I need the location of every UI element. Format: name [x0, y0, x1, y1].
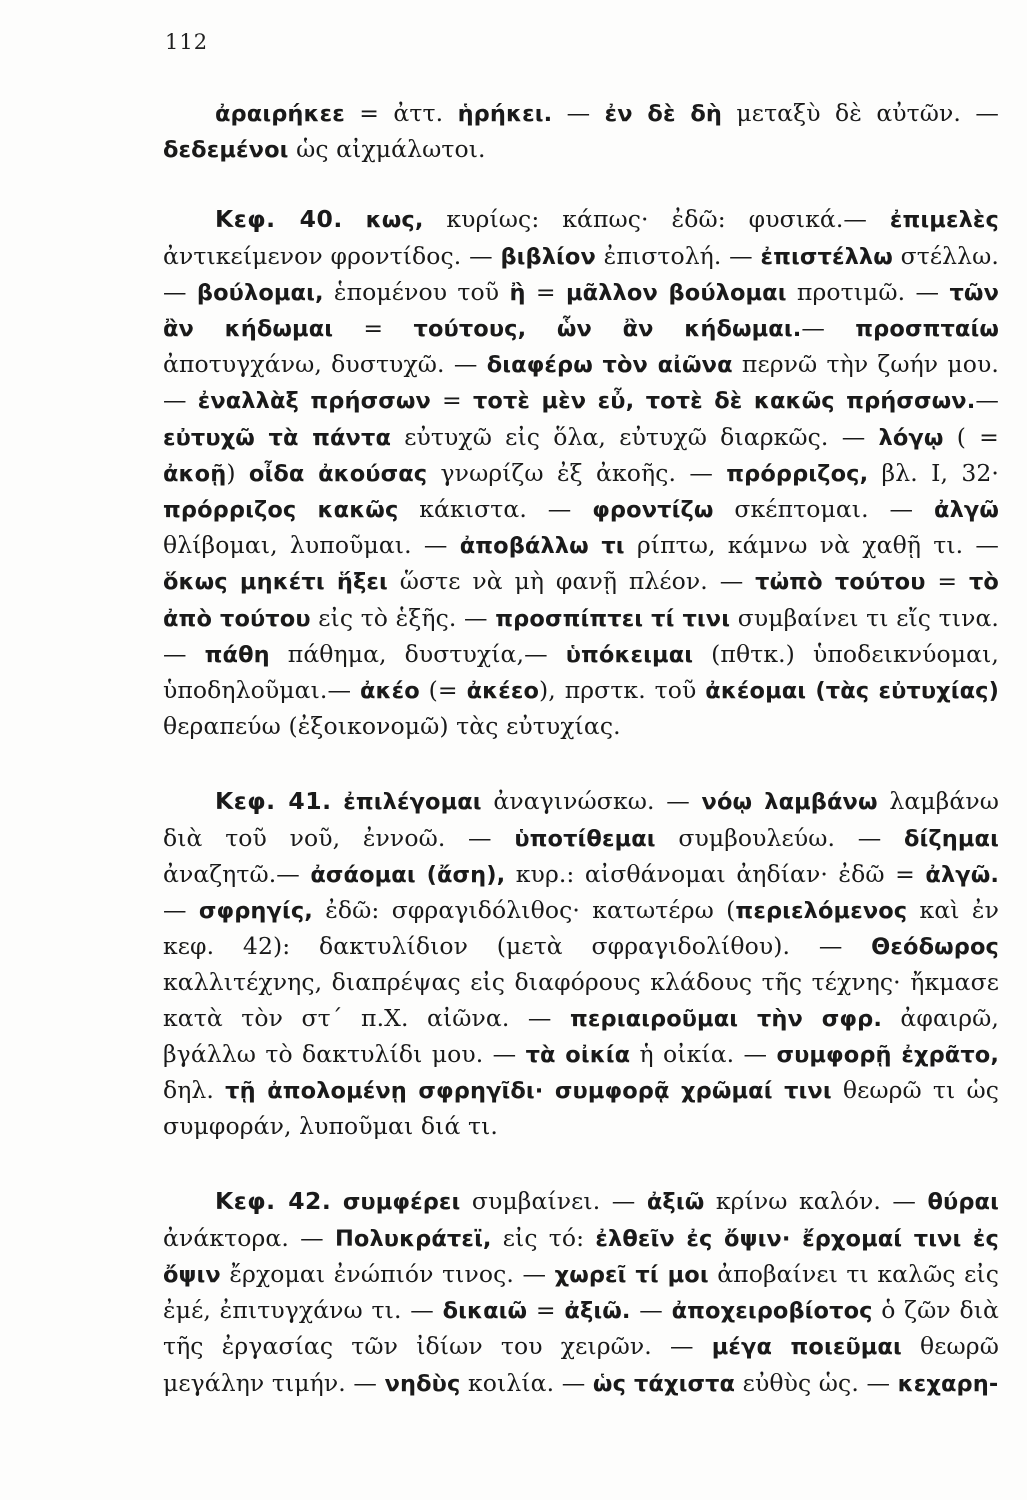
page-number: 112 [165, 30, 209, 54]
paragraph-chapter-42: Κεφ. 42. συμφέρει συμβαίνει. — ἀξιῶ κρίνω καλόν. — θύραι ἀνάκτορα. — Πολυκράτεϊ, εἰς τό: ἐλθεῖν ἐς ὄψιν· ἔρχομαί τινι ἐς ὄψιν ἔρχομαι ἐνώπιόν τινος. — χωρεῖ τί μοι ἀποβαίνει τι καλῶς εἰς ἐμέ, ἐπιτυγχάνω τι. — δικαιῶ = ἀξιῶ. — ἀποχειροβίοτος ὁ ζῶν διὰ τῆς ἐργασίας τῶν ἰδίων του χειρῶν. — μέγα ποιεῦμαι θεωρῶ μεγάλην τιμήν. — νηδὺς κοιλία. — ὡς τάχιστα εὐθὺς ὡς. — κεχαρη- [163, 1187, 999, 1397]
paragraph-chapter-40: Κεφ. 40. κως, κυρίως: κάπως· ἐδῶ: φυσικά.— ἐπιμελὲς ἀντικείμενον φροντίδος. — βιβλίον ἐπιστολή. — ἐπιστέλλω στέλλω.— βούλομαι, ἑπομένου τοῦ ἢ = μᾶλλον βούλομαι προτιμῶ. — τῶν ἂν κήδωμαι = τούτους, ὧν ἂν κήδωμαι.— προσπταίω ἀποτυγχάνω, δυστυχῶ. — διαφέρω τὸν αἰῶνα περνῶ τὴν ζωήν μου. — ἐναλλὰξ πρήσσων = τοτὲ μὲν εὖ, τοτὲ δὲ κακῶς πρήσσων.—εὐτυχῶ τὰ πάντα εὐτυχῶ εἰς ὅλα, εὐτυχῶ διαρκῶς. — λόγῳ ( = ἀκοῇ) οἶδα ἀκούσας γνωρίζω ἐξ ἀκοῆς. — πρόρριζος, βλ. I, 32· πρόρριζος κακῶς κάκιστα. — φροντίζω σκέπτομαι. — ἀλγῶ θλίβομαι, λυποῦμαι. — ἀποβάλλω τι ρίπτω, κάμνω νὰ χαθῇ τι. — ὅκως μηκέτι ἥξει ὥστε νὰ μὴ φανῇ πλέον. — τὠπὸ τούτου = τὸ ἀπὸ τούτου εἰς τὸ ἑξῆς. — προσπίπτει τί τινι συμβαίνει τι εἴς τινα. — πάθη πάθημα, δυστυχία,— ὑπόκειμαι (πθτκ.) ὑποδεικνύομαι, ὑποδηλοῦμαι.— ἀκέο (= ἀκέεο), πρστκ. τοῦ ἀκέομαι (τὰς εὐτυχίας) θεραπεύω (ἐξοικονομῶ) τὰς εὐτυχίας. [163, 205, 1000, 741]
paragraph-continuation: ἀραιρήκεε = ἀττ. ἡρήκει. — ἐν δὲ δὴ μεταξὺ δὲ αὐτῶν. — δεδεμένοι ὡς αἰχμάλωτοι. [163, 99, 999, 164]
page-body [163, 96, 999, 1402]
paragraph-chapter-41: Κεφ. 41. ἐπιλέγομαι ἀναγινώσκω. — νόῳ λαμβάνω λαμβάνω διὰ τοῦ νοῦ, ἐννοῶ. — ὑποτίθεμαι συμβουλεύω. — δίζημαι ἀναζητῶ.— ἀσάομαι (ἄση), κυρ.: αἰσθάνομαι ἀηδίαν· ἐδῶ = ἀλγῶ. — σφρηγίς, ἐδῶ: σφραγιδόλιθος· κατωτέρω (περιελόμενος καὶ ἐν κεφ. 42): δακτυλίδιον (μετὰ σφραγιδολίθου). — Θεόδωρος καλλιτέχνης, διαπρέψας εἰς διαφόρους κλάδους τῆς τέχνης· ἤκμασε κατὰ τὸν στ΄ π.Χ. αἰῶνα. — περιαιροῦμαι τὴν σφρ. ἀφαιρῶ, βγάλλω τὸ δακτυλίδι μου. — τὰ οἰκία ἡ οἰκία. — συμφορῇ ἐχρᾶτο, δηλ. τῇ ἀπολομένῃ σφρηγῖδι· συμφορᾷ χρῶμαί τινι θεωρῶ τι ὡς συμφοράν, λυποῦμαι διά τι. [163, 787, 1000, 1141]
